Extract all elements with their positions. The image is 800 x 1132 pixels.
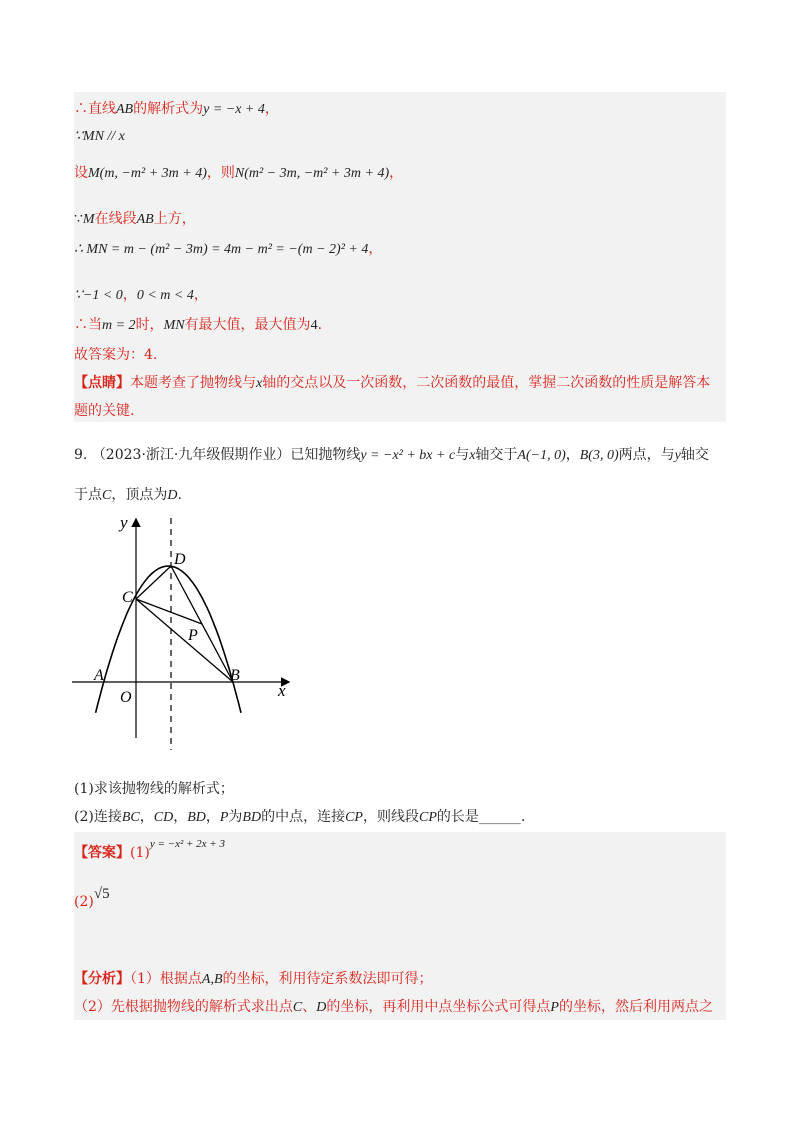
answer-line-2: (2)√5: [74, 886, 110, 910]
parabola-figure: [70, 508, 310, 758]
segment-cb: [136, 599, 233, 682]
label-x: x: [278, 681, 286, 700]
solution-line-4: ∵M在线段AB上方，: [74, 211, 196, 227]
segment-cp: [136, 599, 202, 624]
solution-line-5: ∴ MN = m − (m² − 3m) = 4m − m² = −(m − 2)² + 4，: [74, 241, 383, 257]
solution-line-8: 故答案为：4.: [74, 347, 158, 363]
label-a: A: [94, 667, 104, 684]
parabola-curve: [96, 566, 241, 713]
answer-block: [74, 832, 726, 962]
label-p: P: [188, 627, 198, 644]
label-b: B: [230, 667, 240, 684]
subquestion-1: (1)求该抛物线的解析式；: [74, 781, 234, 797]
solution-block: [74, 92, 726, 422]
solution-line-2: ∵MN // x: [74, 129, 125, 144]
solution-line-1: ∴直线AB的解析式为y = −x + 4，: [74, 101, 279, 117]
solution-line-3: 设M(m, −m² + 3m + 4)，则N(m² − 3m, −m² + 3m + 4)，: [74, 165, 404, 181]
solution-line-6: ∵−1 < 0，0 < m < 4，: [74, 287, 208, 303]
segment-cd: [136, 566, 171, 599]
label-o: O: [120, 689, 132, 706]
analysis-line-2: （2）先根据抛物线的解析式求出点C、D的坐标，再利用中点坐标公式可得点P的坐标，然后利用两点之: [74, 999, 713, 1015]
question-line-2: 于点C，顶点为D.: [74, 487, 182, 503]
answer-line-1: 【答案】$(1)^{y = -x^2 + 2x + 3}$: [74, 838, 225, 861]
analysis-block: [74, 962, 726, 1020]
question-line-1: 9. （2023·浙江·九年级假期作业）已知抛物线y = −x² + bx + c与x轴交于A(−1, 0)，B(3, 0)两点，与y轴交: [74, 447, 709, 463]
label-d: D: [174, 551, 186, 568]
analysis-line-1: 【分析】（1）根据点A,B的坐标，利用待定系数法即可得；: [74, 971, 433, 987]
subquestion-2: (2)连接BC，CD，BD，P为BD的中点，连接CP，则线段CP的长是______.: [74, 809, 526, 825]
solution-line-9: 【点睛】本题考查了抛物线与x轴的交点以及一次函数，二次函数的最值，掌握二次函数的性质是解答本: [74, 375, 711, 391]
label-y: y: [120, 513, 128, 532]
solution-line-7: ∴当m = 2时，MN有最大值，最大值为4.: [74, 317, 323, 333]
solution-line-10: 题的关键.: [74, 403, 135, 419]
label-c: C: [122, 589, 133, 606]
